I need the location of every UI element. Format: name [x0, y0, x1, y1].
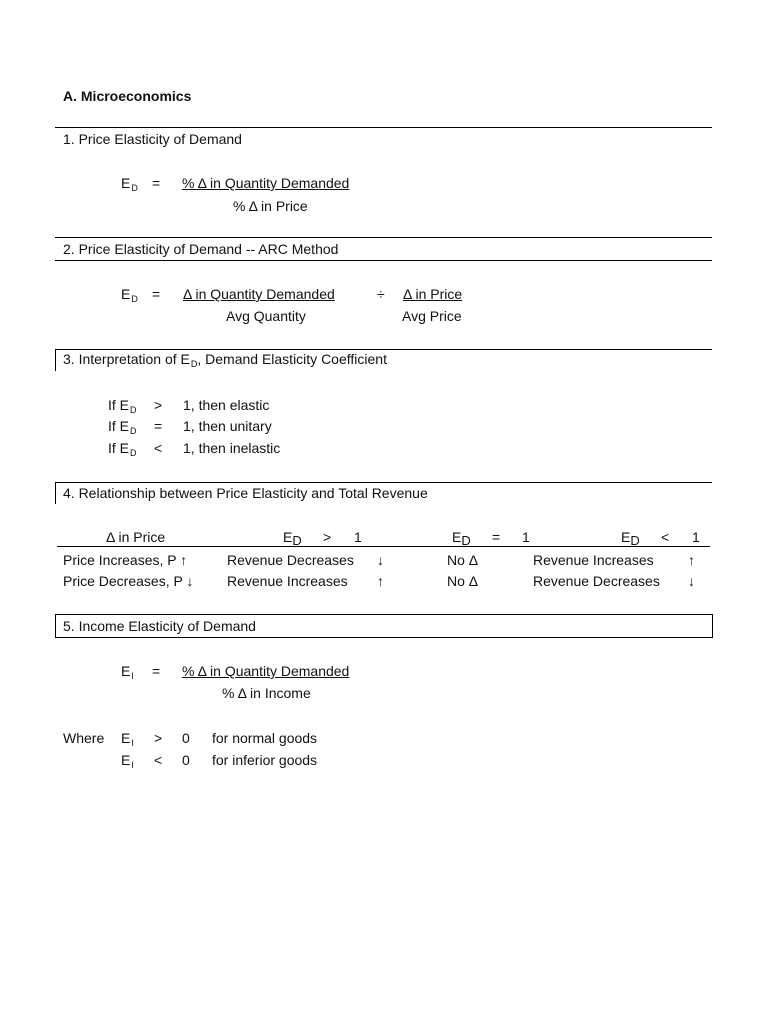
up-arrow-icon: ↑: [377, 573, 384, 589]
down-arrow-icon: ↓: [688, 573, 695, 589]
inferior-goods-description: for inferior goods: [212, 752, 318, 768]
table-header-inelastic-value: 1: [692, 529, 700, 545]
table-cell-unitary-increase: No Δ: [447, 552, 479, 568]
section-2-numerator-1: Δ in Quantity Demanded: [183, 286, 335, 302]
table-header-elastic-value: 1: [354, 529, 362, 545]
table-cell-inelastic-decrease: Revenue Decreases: [533, 573, 660, 589]
section-2-denominator-1: Avg Quantity: [226, 308, 306, 324]
up-arrow-icon: ↑: [688, 552, 695, 568]
title-text-end: , Demand Elasticity Coefficient: [197, 351, 387, 367]
row-label: Price Increases, P: [63, 552, 177, 568]
condition-unitary-operator: =: [154, 418, 163, 434]
row-label: Price Decreases, P: [63, 573, 183, 589]
lhs-variable: E: [121, 663, 131, 679]
variable-text: E: [121, 752, 131, 768]
condition-inelastic-result: 1, then inelastic: [183, 440, 281, 456]
section-2-divide-sign: ÷: [377, 286, 385, 302]
table-header-unitary-value: 1: [522, 529, 530, 545]
variable-subscript: I: [131, 738, 134, 748]
section-4-top-rule: [55, 482, 712, 483]
section-5-denominator: % Δ in Income: [222, 685, 311, 701]
lhs-variable: E: [121, 175, 131, 191]
section-1-denominator: % Δ in Price: [233, 198, 308, 214]
up-arrow-icon: ↑: [180, 552, 188, 568]
section-1-numerator: % Δ in Quantity Demanded: [182, 175, 350, 191]
table-row-price-increase: [63, 551, 187, 569]
header-variable: E: [621, 529, 631, 545]
section-2-denominator-2: Avg Price: [402, 308, 462, 324]
condition-text: If E: [108, 440, 130, 456]
section-1-top-rule: [55, 127, 712, 128]
section-2-numerator-2: Δ in Price: [403, 286, 463, 302]
variable-text: E: [121, 730, 131, 746]
condition-subscript: D: [130, 426, 137, 436]
section-2-top-rule: [55, 237, 712, 238]
condition-elastic-operator: >: [154, 397, 163, 413]
where-label: Where: [63, 730, 105, 746]
table-header-inelastic-operator: <: [661, 529, 670, 545]
document-heading: A. Microeconomics: [63, 88, 192, 104]
condition-elastic-result: 1, then elastic: [183, 397, 270, 413]
condition-text: If E: [108, 418, 130, 434]
section-4-title: 4. Relationship between Price Elasticity and Total Revenue: [63, 485, 428, 501]
title-subscript: D: [190, 359, 198, 369]
section-5-numerator: % Δ in Quantity Demanded: [182, 663, 350, 679]
header-subscript: D: [292, 533, 302, 548]
title-text: 3. Interpretation of E: [63, 351, 190, 367]
table-header-price-change: Δ in Price: [106, 529, 166, 545]
header-variable: E: [283, 529, 293, 545]
inferior-goods-operator: <: [154, 752, 163, 768]
section-2-equals: =: [152, 286, 161, 302]
section-4-left-rule: [55, 482, 56, 504]
table-header-elastic-operator: >: [323, 529, 332, 545]
section-5-title: 5. Income Elasticity of Demand: [63, 618, 256, 634]
lhs-subscript: I: [131, 671, 134, 681]
inferior-goods-value: 0: [182, 752, 190, 768]
condition-inelastic-operator: <: [154, 440, 163, 456]
table-cell-inelastic-increase: Revenue Increases: [533, 552, 654, 568]
inferior-goods-variable: [121, 751, 134, 774]
condition-subscript: D: [130, 405, 137, 415]
section-2-bottom-rule: [55, 260, 712, 261]
normal-goods-value: 0: [182, 730, 190, 746]
lhs-subscript: D: [131, 294, 138, 304]
table-row-price-decrease: [63, 572, 193, 590]
condition-subscript: D: [130, 448, 137, 458]
condition-unitary-label: [108, 417, 137, 440]
normal-goods-operator: >: [154, 730, 163, 746]
section-3-title: [63, 350, 387, 373]
lhs-subscript: D: [131, 183, 138, 193]
header-variable: E: [452, 529, 462, 545]
lhs-variable: E: [121, 286, 131, 302]
normal-goods-variable: [121, 729, 134, 752]
section-5-lhs: [121, 662, 134, 685]
section-3-left-rule: [55, 349, 56, 371]
table-cell-elastic-decrease: Revenue Increases: [227, 573, 348, 589]
down-arrow-icon: ↓: [186, 573, 194, 589]
condition-text: If E: [108, 397, 130, 413]
condition-inelastic-label: [108, 439, 137, 462]
section-5-equals: =: [152, 663, 161, 679]
table-cell-unitary-decrease: No Δ: [447, 573, 479, 589]
condition-elastic-label: [108, 396, 137, 419]
section-2-title: 2. Price Elasticity of Demand -- ARC Method: [63, 241, 339, 257]
table-header-unitary-operator: =: [492, 529, 501, 545]
section-1-title: 1. Price Elasticity of Demand: [63, 131, 242, 147]
header-subscript: D: [461, 533, 471, 548]
variable-subscript: I: [131, 760, 134, 770]
down-arrow-icon: ↓: [377, 552, 384, 568]
condition-unitary-result: 1, then unitary: [183, 418, 272, 434]
table-cell-elastic-increase: Revenue Decreases: [227, 552, 354, 568]
normal-goods-description: for normal goods: [212, 730, 318, 746]
section-1-equals: =: [152, 175, 161, 191]
table-header-underline: [57, 546, 710, 547]
section-1-lhs: [121, 174, 138, 197]
header-subscript: D: [630, 533, 640, 548]
section-2-lhs: [121, 285, 138, 308]
